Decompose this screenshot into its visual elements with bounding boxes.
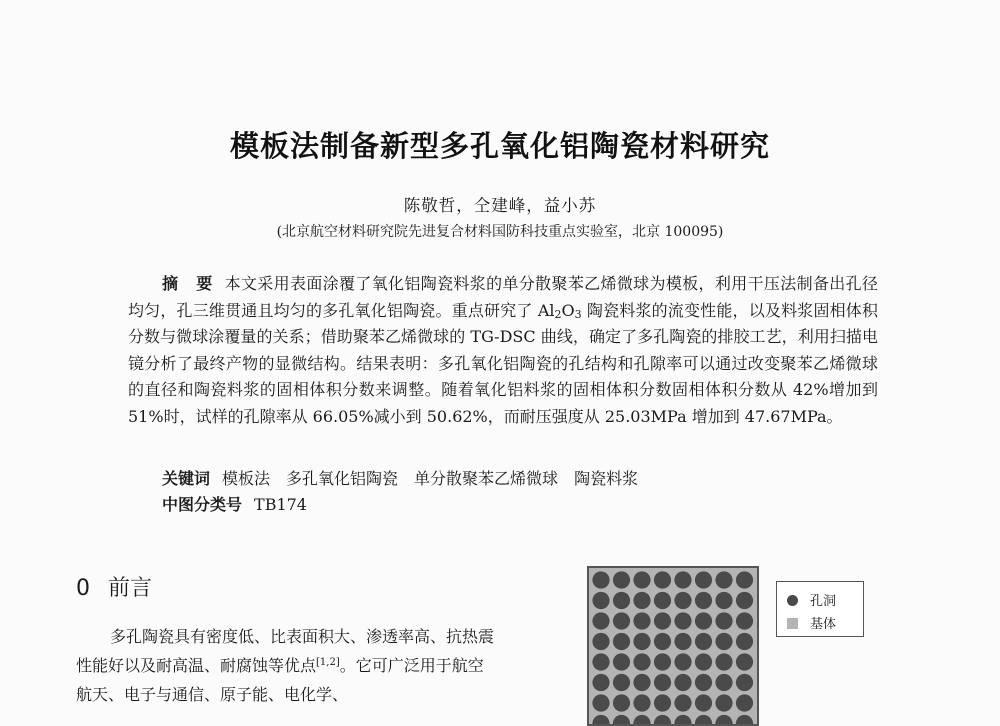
abstract-label: 摘 要: [162, 274, 219, 293]
pore-circle: [613, 612, 630, 629]
pore-circle: [633, 592, 650, 609]
body-text-part-1: 多孔陶瓷具有密度低、比表面积大、渗透率高、抗热震性能好以及耐高温、耐腐蚀等优点: [76, 627, 495, 675]
affiliation: (北京航空材料研究院先进复合材料国防科技重点实验室，北京 100095): [276, 224, 724, 240]
pore-circle: [736, 715, 753, 724]
body-text-part-2: 。它可广泛用于航空航天、电子与通信、原子能、电化学、: [76, 656, 484, 704]
pore-circle: [674, 653, 691, 670]
pore-circle: [654, 694, 671, 711]
pore-circle: [695, 674, 712, 691]
pore-circle: [613, 633, 630, 650]
pore-circle: [592, 674, 609, 691]
body-paragraph: [76, 622, 496, 709]
pore-circle: [695, 653, 712, 670]
pore-circle: [695, 633, 712, 650]
pore-circle: [736, 633, 753, 650]
keyword-term: 模板法: [222, 469, 271, 488]
pore-circle: [715, 653, 732, 670]
abstract-subscript-2: 2: [554, 307, 562, 321]
pore-grid-illustration: [589, 568, 757, 724]
abstract-text-part-1: 本文采用表面涂覆了氧化铝陶瓷料浆的单分散聚苯乙烯微球为模板，利用干压法制备出孔径均匀，孔三维贯通且均匀的多孔氧化铝陶瓷。重点研究了 Al: [128, 274, 878, 320]
legend-item-pore: [787, 590, 836, 609]
pore-circle: [592, 592, 609, 609]
pore-circle: [633, 633, 650, 650]
pore-circle: [654, 674, 671, 691]
classification-line: [162, 492, 307, 515]
keyword-term: 多孔氧化铝陶瓷: [286, 469, 399, 488]
abstract-block: [128, 271, 878, 430]
pore-circle: [674, 694, 691, 711]
pore-circle: [613, 653, 630, 670]
pore-circle: [654, 592, 671, 609]
pore-circle: [654, 715, 671, 724]
legend-label: 基体: [810, 617, 837, 632]
section-title: 前言: [108, 576, 153, 601]
classification-label: 中图分类号: [162, 495, 243, 514]
pore-circle: [736, 592, 753, 609]
pore-circle: [736, 653, 753, 670]
pore-circle: [592, 571, 609, 588]
pore-circle: [736, 674, 753, 691]
pore-circle: [674, 715, 691, 724]
matrix-square-icon: [787, 618, 798, 629]
section-heading: [76, 571, 152, 602]
pore-circle: [695, 715, 712, 724]
pore-circle: [736, 612, 753, 629]
author-list: 陈敬哲，仝建峰，益小苏: [403, 196, 597, 215]
pore-circle: [633, 674, 650, 691]
pore-circle: [654, 571, 671, 588]
pore-circle: [613, 694, 630, 711]
pore-circle: [654, 612, 671, 629]
keyword-term: 陶瓷料浆: [574, 469, 639, 488]
pore-circle: [613, 592, 630, 609]
pore-circle: [674, 633, 691, 650]
legend-label: 孔洞: [810, 594, 837, 609]
pore-circle: [736, 571, 753, 588]
pore-circle: [715, 612, 732, 629]
pore-circle: [695, 592, 712, 609]
abstract-paragraph: [128, 271, 878, 430]
pore-circle: [715, 571, 732, 588]
keyword-term: 单分散聚苯乙烯微球: [414, 469, 559, 488]
pore-circle: [715, 694, 732, 711]
pore-circle: [592, 715, 609, 724]
pore-circle: [674, 612, 691, 629]
abstract-text-part-3: 陶瓷料浆的流变性能，以及料浆固相体积分数与微球涂覆量的关系；借助聚苯乙烯微球的 TG-DSC 曲线，确定了多孔陶瓷的排胶工艺，利用扫描电镜分析了最终产物的显微结构。结果表明：多孔氧化铝陶瓷的孔结构和孔隙率可以通过改变聚苯乙烯微球的直径和陶瓷料浆的固相体积分数来调整。随着氧化铝料浆的固相体积分数固相体积分数从 42%增加到 51%时，试样的孔隙率从 66.05%减小到 50.62%，而耐压强度从 25.03MPa 增加到 47.67MPa。: [128, 300, 878, 426]
pore-circle: [715, 633, 732, 650]
pore-circle: [633, 694, 650, 711]
pore-circle: [654, 653, 671, 670]
pore-circle: [715, 715, 732, 724]
body-text: [76, 622, 496, 709]
abstract-text-part-2: O: [561, 300, 575, 320]
paper-title: 模板法制备新型多孔氧化铝陶瓷材料研究: [229, 129, 770, 163]
pore-circle: [592, 653, 609, 670]
pore-circle: [592, 694, 609, 711]
pore-circle: [633, 571, 650, 588]
section-number: 0: [76, 576, 90, 601]
pore-circle: [633, 612, 650, 629]
pore-circle: [613, 674, 630, 691]
pore-circle: [695, 694, 712, 711]
pore-circle: [654, 633, 671, 650]
pore-circle: [715, 674, 732, 691]
figure-legend: [776, 581, 864, 637]
pore-circle: [592, 612, 609, 629]
classification-code: TB174: [254, 495, 307, 514]
pore-dot-icon: [787, 595, 798, 606]
pore-circle: [613, 715, 630, 724]
keywords-line: [162, 466, 654, 489]
legend-item-matrix: [787, 613, 836, 632]
citation-superscript: [1,2]: [316, 657, 340, 668]
pore-circle: [592, 633, 609, 650]
pore-circle: [695, 571, 712, 588]
pore-circle: [674, 592, 691, 609]
pore-circle: [633, 653, 650, 670]
pore-circle: [695, 612, 712, 629]
pore-circle: [674, 571, 691, 588]
pore-circle: [715, 592, 732, 609]
porous-structure-figure: [587, 566, 759, 726]
keywords-label: 关键词: [162, 469, 211, 488]
pore-circle: [613, 571, 630, 588]
pore-circle: [674, 674, 691, 691]
abstract-subscript-3: 3: [574, 307, 582, 321]
pore-circle: [736, 694, 753, 711]
pore-circle: [633, 715, 650, 724]
